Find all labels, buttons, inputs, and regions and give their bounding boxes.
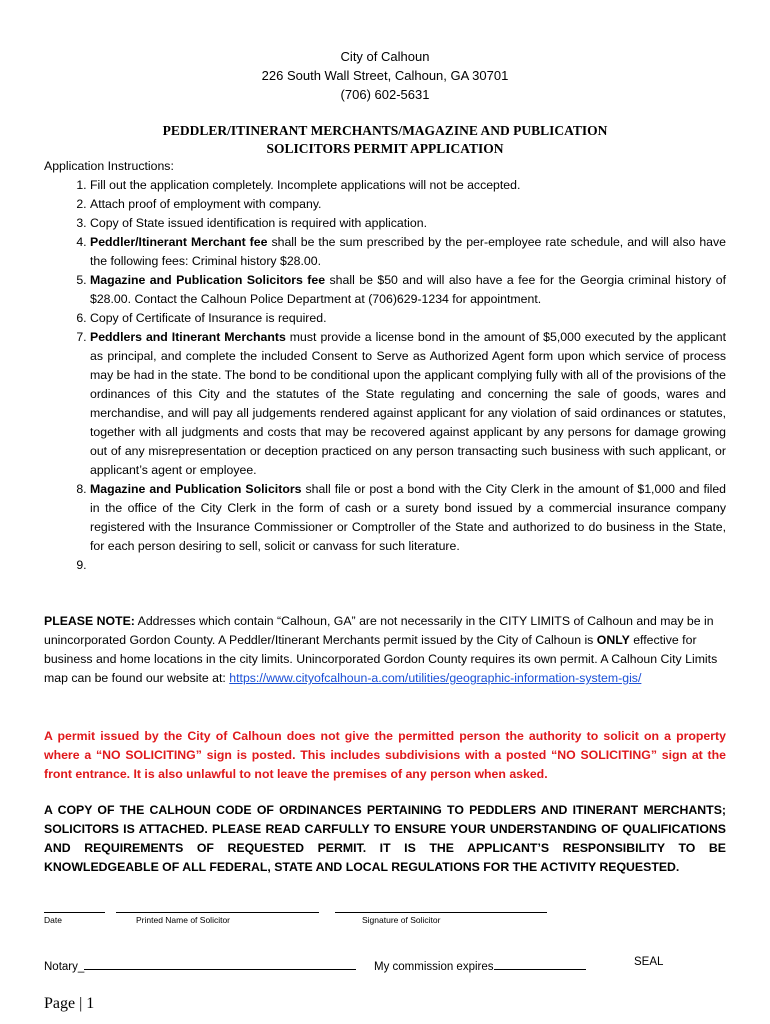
please-note: PLEASE NOTE: Addresses which contain “Calhoun, GA” are not necessarily in the CITY LIMITS of Calhoun and may be in unincorporated Gordon County. A Peddler/Itinerant Merchants permit issued by the City of Calhoun is ONLY effective for business and home locations in the city limits. Unincorporated Gordon County requires its own permit. A Calhoun City Limits map can be found our website at: https://www.cityofcalhoun-a.com/utilities/geographic-information-system-gis/ — [44, 614, 718, 685]
instruction-item — [90, 556, 726, 575]
city-address: 226 South Wall Street, Calhoun, GA 30701 — [261, 68, 509, 83]
instruction-item: 8. Magazine and Publication Solicitors shall file or post a bond with the City Clerk in the amount of $1,000 and filed in the office of the City Clerk in the form of cash or a surety bond issued by a commercial insurance company registered with the Insurance Commissioner or Comptroller of the State and authorized to do business in the State, for each person desiring to sell, solicit or canvass for such literature. — [90, 480, 726, 556]
commission-label: My commission expires — [374, 961, 494, 973]
form-title-line1: PEDDLER/ITINERANT MERCHANTS/MAGAZINE AND PUBLICATION — [162, 123, 608, 138]
instruction-item: 6. Copy of Certificate of Insurance is required. — [90, 309, 726, 328]
date-label: Date — [44, 915, 62, 925]
notary-label: Notary_ — [44, 961, 85, 973]
instruction-item: 2. Attach proof of employment with company. — [90, 195, 726, 214]
commission-field — [374, 956, 586, 973]
form-title-line2: SOLICITORS PERMIT APPLICATION — [266, 141, 504, 156]
instruction-item: 1. Fill out the application completely. Incomplete applications will not be accepted. — [90, 176, 726, 195]
commission-line[interactable] — [494, 956, 586, 970]
city-name: City of Calhoun — [340, 49, 430, 64]
please-note-label: PLEASE NOTE: — [44, 614, 135, 628]
instructions-list — [44, 176, 726, 575]
signature-label: Signature of Solicitor — [362, 915, 441, 925]
printed-name-line[interactable] — [116, 912, 319, 913]
date-line[interactable] — [44, 912, 105, 913]
seal-label: SEAL — [634, 956, 664, 968]
instruction-item: 4. Peddler/Itinerant Merchant fee shall be the sum prescribed by the per-employee rate schedule, and will also have the following fees: Criminal history $28.00. — [90, 233, 726, 271]
printed-name-label: Printed Name of Solicitor — [136, 915, 231, 925]
no-soliciting-warning: A permit issued by the City of Calhoun does not give the permitted person the authority to solicit on a property where a “NO SOLICITING” sign is posted. This includes subdivisions with a posted “NO SOLICITING” sign at the front entrance. It is also unlawful to not leave the premises of any person when asked. — [44, 729, 726, 781]
instructions-heading: Application Instructions: — [44, 159, 174, 173]
gis-map-link[interactable]: https://www.cityofcalhoun-a.com/utilities/geographic-information-system-gis/ — [229, 671, 642, 685]
only-emphasis: ONLY — [596, 633, 630, 647]
instruction-item: 7. Peddlers and Itinerant Merchants must provide a license bond in the amount of $5,000 executed by the applicant as principal, and complete the included Consent to Serve as Authorized Agent form upon which service of process may be had in the state. The bond to be conditional upon the applicant complying fully with all of the provisions of the ordinances of this City and the statutes of the State regulating and concerning the sale of goods, wares and merchandise, and will pay all judgements rendered against applicant for any violation of said ordinances or statutes, together with all judgments and costs that may be recovered against applicant by any persons for damage growing out of any misrepresentation or deception practiced on any person transacting such business with such applicant, or applicant’s agent or employee. — [90, 328, 726, 480]
instruction-item: 3. Copy of State issued identification is required with application. — [90, 214, 726, 233]
signature-line[interactable] — [335, 912, 547, 913]
instruction-item: 5. Magazine and Publication Solicitors fee shall be $50 and will also have a fee for the Georgia criminal history of $28.00. Contact the Calhoun Police Department at (706)629-1234 for appointment. — [90, 271, 726, 309]
ordinance-copy-notice: A COPY OF THE CALHOUN CODE OF ORDINANCES PERTAINING TO PEDDLERS AND ITINERANT MERCHANTS; SOLICITORS IS ATTACHED. PLEASE READ CARFULLY TO ENSURE YOUR UNDERSTANDING OF QUALIFICATIONS AND REQUIREMENTS OF REQUESTED PERMIT. IT IS THE APPLICANT’S RESPONSIBILITY TO BE KNOWLEDGEABLE OF ALL FEDERAL, STATE AND LOCAL REGULATIONS FOR THE ACTIVITY REQUESTED. — [44, 803, 726, 874]
notary-field — [44, 956, 356, 973]
page-number: Page | 1 — [44, 995, 95, 1012]
city-phone: (706) 602-5631 — [340, 87, 430, 102]
notary-line[interactable] — [84, 956, 356, 970]
